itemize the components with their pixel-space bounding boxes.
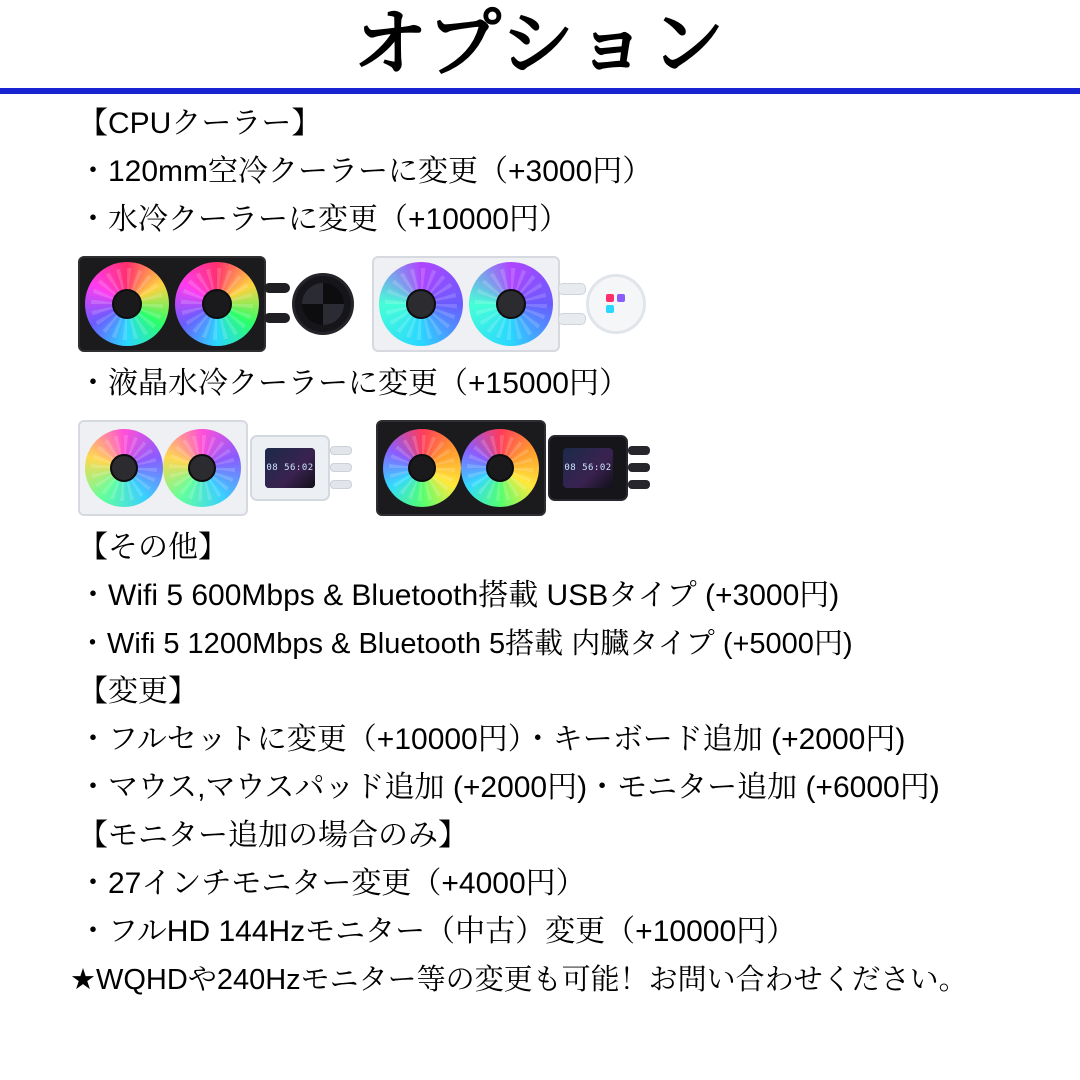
radiator-white [372,256,560,352]
options-list [0,100,1080,1080]
coolant-tubes [264,269,290,339]
fan-rgb-3 [379,262,463,346]
fan-hub [408,454,436,482]
option-air-cooler-120mm: ・120mm空冷クーラーに変更（+3000円） [78,155,653,188]
fan-rgb-7 [383,429,461,507]
option-wifi5-1200mbps-internal: ・Wifi 5 1200Mbps & Bluetooth 5搭載 内臓タイプ (+5000円) [78,628,853,660]
option-mouse-pad-and-monitor: ・マウス,マウスパッド追加 (+2000円)・モニター追加 (+6000円) [78,771,940,804]
fan-rgb-2 [175,262,259,346]
option-fullhd-144hz-monitor: ・フルHD 144Hzモニター（中古）変更（+10000円） [78,915,797,948]
radiator-black [78,256,266,352]
fan-hub [486,454,514,482]
note-wqhd-240hz-available: ★WQHDや240Hzモニター等の変更も可能！お問い合わせください。 [70,964,968,996]
radiator-white-2 [78,420,248,516]
aio-cooler-black-240mm [78,254,354,354]
aio-cooler-white-240mm [372,254,646,354]
tube-fittings [328,440,354,496]
radiator-black-2 [376,420,546,516]
fan-hub [406,289,436,319]
pump-block-white [586,274,646,334]
section-heading-other: 【その他】 [78,531,228,564]
section-heading-monitor-only: 【モニター追加の場合のみ】 [78,819,468,852]
pump-block-black [292,273,354,335]
option-wifi5-600mbps-usb: ・Wifi 5 600Mbps & Bluetooth搭載 USBタイプ (+3000円) [78,579,840,612]
option-lcd-liquid-cooler: ・液晶水冷クーラーに変更（+15000円） [78,367,629,400]
fan-hub [112,289,142,319]
option-full-set-and-keyboard: ・フルセットに変更（+10000円）・キーボード追加 (+2000円) [78,723,906,756]
lcd-screen [265,448,315,488]
page-title: オプション [353,2,727,85]
cooler-images-row-2 [0,412,1080,524]
fan-rgb-4 [469,262,553,346]
fan-rgb-6 [163,429,241,507]
header-banner [0,0,1080,88]
section-heading-cpu-cooler: 【CPUクーラー】 [78,107,322,140]
fan-hub [188,454,216,482]
fan-rgb-8 [461,429,539,507]
lcd-pump-block-white [250,435,330,501]
lcd-screen [563,448,613,488]
fan-rgb-1 [85,262,169,346]
pump-swirl-icon [302,283,344,325]
lcd-clock-text: 08 56:02 [266,463,314,473]
fan-hub [110,454,138,482]
lcd-pump-block-black [548,435,628,501]
fan-hub [496,289,526,319]
tube-fittings [626,440,652,496]
option-27inch-monitor: ・27インチモニター変更（+4000円） [78,867,586,900]
option-liquid-cooler: ・水冷クーラーに変更（+10000円） [78,203,569,236]
fan-hub [202,289,232,319]
lcd-clock-text: 08 56:02 [564,463,612,473]
cooler-images-row-1 [0,248,1080,360]
section-heading-changes: 【変更】 [78,675,198,708]
aio-lcd-cooler-white-240mm [78,418,354,518]
header-divider [0,88,1080,94]
aio-lcd-cooler-black-240mm [376,418,652,518]
coolant-tubes [558,269,584,339]
brand-logo-icon [606,294,626,314]
fan-rgb-5 [85,429,163,507]
